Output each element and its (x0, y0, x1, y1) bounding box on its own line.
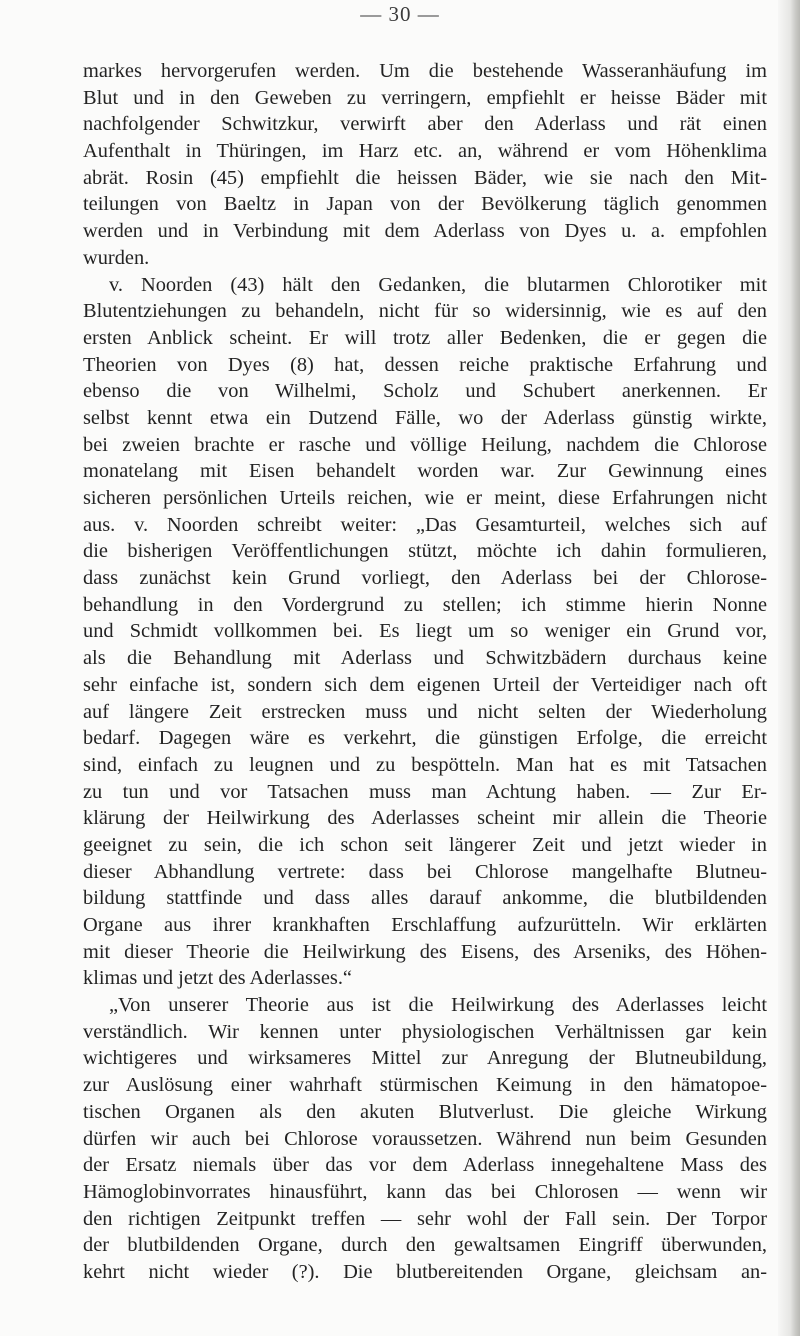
text-line: auf längere Zeit erstrecken muss und nicht selten der Wiederholung (83, 700, 767, 723)
text-line: dürfen wir auch bei Chlorose voraussetzen. Während nun beim Gesunden (83, 1127, 767, 1150)
text-line: den richtigen Zeitpunkt treffen — sehr wohl der Fall sein. Der Torpor (83, 1207, 767, 1230)
text-line: zur Auslösung einer wahrhaft stürmischen Keimung in den hämatopoe- (83, 1074, 767, 1097)
text-line: tischen Organen als den akuten Blutverlust. Die gleiche Wirkung (83, 1100, 767, 1123)
text-line: der blutbildenden Organe, durch den gewaltsamen Eingriff überwunden, (83, 1234, 767, 1257)
text-line: ersten Anblick scheint. Er will trotz aller Bedenken, die er gegen die (83, 326, 767, 349)
text-line: sind, einfach zu leugnen und zu bespötteln. Man hat es mit Tatsachen (83, 753, 767, 776)
text-line: Theorien von Dyes (8) hat, dessen reiche praktische Erfahrung und (83, 353, 767, 376)
text-line: sicheren persönlichen Urteils reichen, wie er meint, diese Erfahrungen nicht (83, 487, 767, 509)
text-line: werden und in Verbindung mit dem Aderlass von Dyes u. a. empfohlen (83, 220, 767, 243)
text-line: als die Behandlung mit Aderlass und Schwitzbädern durchaus keine (83, 647, 767, 670)
text-line: „Von unserer Theorie aus ist die Heilwirkung des Aderlasses leicht (109, 994, 767, 1017)
text-line: dieser Abhandlung vertrete: dass bei Chlorose mangelhafte Blutneu- (83, 860, 767, 883)
text-line: bei zweien brachte er rasche und völlige Heilung, nachdem die Chlorose (83, 433, 767, 456)
text-line: selbst kennt etwa ein Dutzend Fälle, wo der Aderlass günstig wirkte, (83, 406, 767, 429)
text-line: klärung der Heilwirkung des Aderlasses scheint mir allein die Theorie (83, 807, 767, 830)
text-line: und Schmidt vollkommen bei. Es liegt um so weniger ein Grund vor, (83, 620, 767, 643)
text-line: die bisherigen Veröffentlichungen stützt, möchte ich dahin formulieren, (83, 540, 767, 563)
text-line: kehrt nicht wieder (?). Die blutbereitenden Organe, gleichsam an- (83, 1260, 767, 1283)
page-edge-shadow (778, 0, 800, 1336)
text-line: nachfolgender Schwitzkur, verwirft aber den Aderlass und rät einen (83, 113, 767, 136)
text-line: wurden. (83, 246, 150, 269)
text-line: Blut und in den Geweben zu verringern, empfiehlt er heisse Bäder mit (83, 86, 767, 109)
text-line: bedarf. Dagegen wäre es verkehrt, die günstigen Erfolge, die erreicht (83, 727, 767, 750)
text-line: verständlich. Wir kennen unter physiologischen Verhältnissen gar kein (83, 1020, 767, 1043)
text-line: Hämoglobinvorrates hinausführt, kann das bei Chlorosen — wenn wir (83, 1180, 767, 1203)
text-line: wichtigeres und wirksameres Mittel zur Anregung der Blutneubildung, (83, 1047, 767, 1070)
text-line: zu tun und vor Tatsachen muss man Achtung haben. — Zur Er- (83, 780, 767, 803)
text-line: aus. v. Noorden schreibt weiter: „Das Gesamturteil, welches sich auf (83, 513, 767, 536)
text-line: dass zunächst kein Grund vorliegt, den Aderlass bei der Chlorose- (83, 567, 767, 590)
text-line: Organe aus ihrer krankhaften Erschlaffung aufzurütteln. Wir erklärten (83, 914, 767, 936)
text-line: bildung stattfinde und dass alles darauf ankomme, die blutbildenden (83, 887, 767, 910)
text-line: der Ersatz niemals über das vor dem Aderlass innegehaltene Mass des (83, 1154, 767, 1177)
text-line: Blutentziehungen zu behandeln, nicht für so widersinnig, wie es auf den (83, 300, 767, 323)
text-line: klimas und jetzt des Aderlasses.“ (83, 967, 352, 990)
text-line: monatelang mit Eisen behandelt worden war. Zur Gewinnung eines (83, 460, 767, 483)
text-line: mit dieser Theorie die Heilwirkung des Eisens, des Arseniks, des Höhen- (83, 940, 767, 963)
text-line: geeignet zu sein, die ich schon seit längerer Zeit und jetzt wieder in (83, 833, 767, 856)
text-line: ebenso die von Wilhelmi, Scholz und Schubert anerkennen. Er (83, 380, 767, 403)
text-line: markes hervorgerufen werden. Um die bestehende Wasseranhäufung im (83, 60, 767, 82)
text-line: sehr einfache ist, sondern sich dem eigenen Urteil der Verteidiger nach oft (83, 673, 767, 696)
text-line: abrät. Rosin (45) empfiehlt die heissen Bäder, wie sie nach den Mit- (83, 166, 767, 189)
text-line: v. Noorden (43) hält den Gedanken, die blutarmen Chlorotiker mit (109, 273, 767, 296)
page-number: — 30 — (360, 2, 440, 26)
text-line: teilungen von Baeltz in Japan von der Bevölkerung täglich genommen (83, 193, 767, 216)
text-line: Aufenthalt in Thüringen, im Harz etc. an, während er vom Höhenklima (83, 140, 767, 163)
body-text (83, 58, 767, 1286)
text-line: behandlung in den Vordergrund zu stellen; ich stimme hierin Nonne (83, 593, 767, 616)
